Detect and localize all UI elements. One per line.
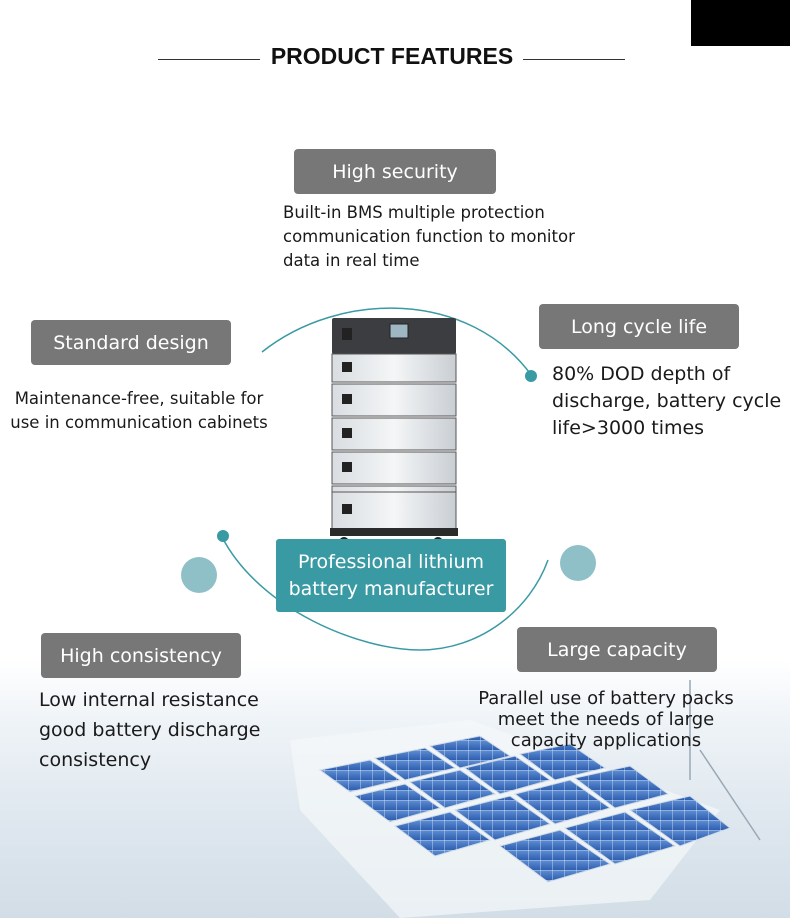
feature-long-cycle-life-label: Long cycle life xyxy=(570,315,708,338)
feature-high-security-desc xyxy=(283,201,603,273)
feature-high-consistency-pill xyxy=(41,633,241,678)
desc-line: Built-in BMS multiple protection xyxy=(283,203,545,222)
feature-standard-design-pill xyxy=(31,320,231,365)
dot-lower-left xyxy=(217,530,229,542)
desc-line: meet the needs of large xyxy=(497,709,715,730)
feature-high-consistency-desc xyxy=(39,685,299,775)
feature-large-capacity-label: Large capacity xyxy=(547,638,687,661)
page-title: PRODUCT FEATURES xyxy=(270,43,514,69)
feature-large-capacity-pill xyxy=(517,627,717,672)
dot-large-left xyxy=(181,557,217,593)
feature-long-cycle-life-desc xyxy=(552,361,788,442)
center-manufacturer-box xyxy=(276,539,506,612)
desc-line: Maintenance-free, suitable for xyxy=(14,389,264,408)
desc-line: Low internal resistance xyxy=(39,689,259,711)
desc-line: discharge, battery cycle xyxy=(552,390,782,412)
feature-high-consistency-label: High consistency xyxy=(60,644,222,667)
center-line: battery manufacturer xyxy=(288,577,494,600)
desc-line: Parallel use of battery packs xyxy=(478,688,734,709)
desc-line: life>3000 times xyxy=(552,417,705,439)
desc-line: data in real time xyxy=(283,251,420,270)
feature-long-cycle-life-pill xyxy=(539,304,739,349)
feature-high-security-label: High security xyxy=(332,160,458,183)
desc-line: 80% DOD depth of xyxy=(552,363,731,385)
feature-high-security-pill xyxy=(294,149,496,194)
feature-large-capacity-desc xyxy=(470,688,742,751)
desc-line: communication function to monitor xyxy=(283,227,575,246)
feature-standard-design-label: Standard design xyxy=(53,331,209,354)
desc-line: use in communication cabinets xyxy=(10,413,268,432)
desc-line: good battery discharge xyxy=(39,719,261,741)
dot-upper-right xyxy=(525,370,537,382)
desc-line: consistency xyxy=(39,749,152,771)
dot-large-right xyxy=(560,545,596,581)
feature-standard-design-desc xyxy=(8,387,270,435)
battery-stack-image xyxy=(330,318,458,550)
center-line: Professional lithium xyxy=(297,550,485,573)
desc-line: capacity applications xyxy=(510,730,702,751)
